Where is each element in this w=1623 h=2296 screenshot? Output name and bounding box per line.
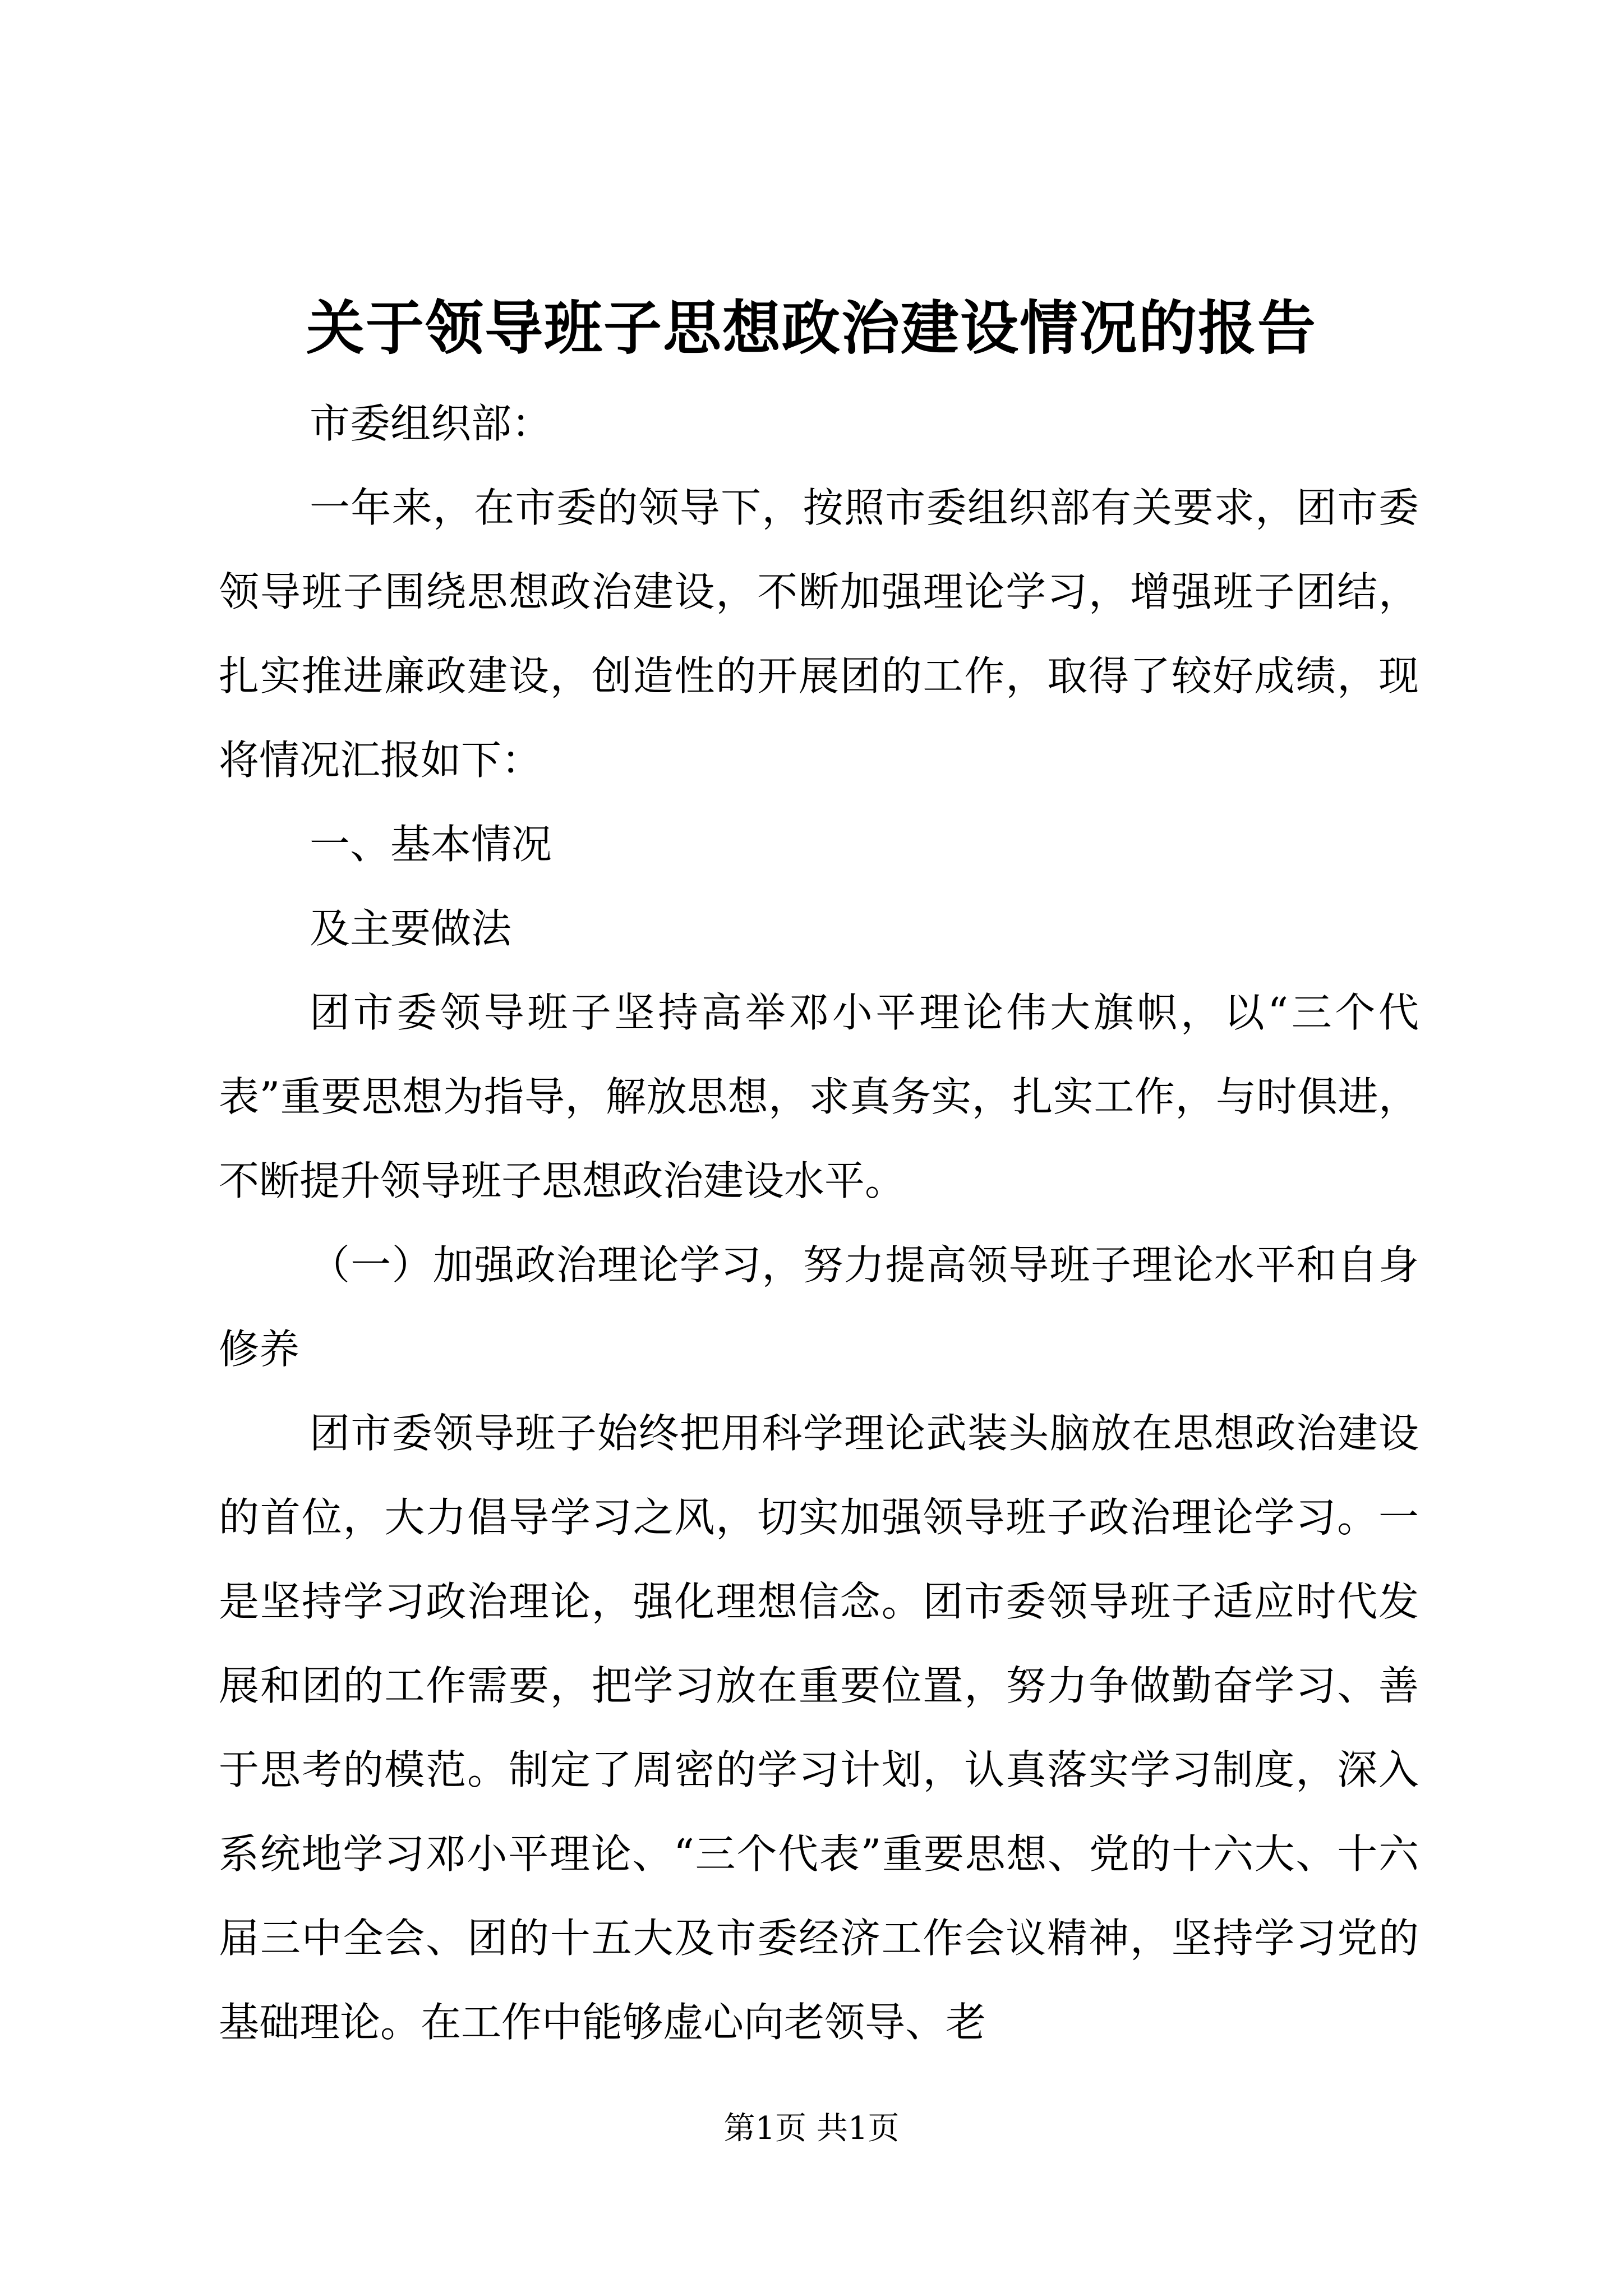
document-title: 关于领导班子思想政治建设情况的报告 bbox=[306, 293, 1317, 362]
subsection-heading-1: （一）加强政治理论学习，努力提高领导班子理论水平和自身修养 bbox=[219, 1241, 1419, 1373]
salutation: 市委组织部： bbox=[310, 400, 552, 447]
paragraph-intro: 一年来，在市委的领导下，按照市委组织部有关要求，团市委领导班子围绕思想政治建设，不断加强理论学习，增强班子团结，扎实推进廉政建设，创造性的开展团的工作，取得了较好成绩，现将情况汇报如下： bbox=[219, 484, 1419, 784]
document-body bbox=[219, 381, 1419, 2064]
page-footer: 第1页 共1页 bbox=[723, 2110, 900, 2147]
paragraph-overview: 团市委领导班子坚持高举邓小平理论伟大旗帜，以“三个代表”重要思想为指导，解放思想，求真务实，扎实工作，与时俱进，不断提升领导班子思想政治建设水平。 bbox=[219, 989, 1419, 1204]
section-heading-1: 一、基本情况 bbox=[310, 821, 552, 868]
paragraph-study: 团市委领导班子始终把用科学理论武装头脑放在思想政治建设的首位，大力倡导学习之风，切实加强领导班子政治理论学习。一是坚持学习政治理论，强化理想信念。团市委领导班子适应时代发展和团的工作需要，把学习放在重要位置，努力争做勤奋学习、善于思考的模范。制定了周密的学习计划，认真落实学习制度，深入系统地学习邓小平理论、“三个代表”重要思想、党的十六大、十六届三中全会、团的十五大及市委经济工作会议精神，坚持学习党的基础理论。在工作中能够虚心向老领导、老 bbox=[219, 1410, 1419, 2046]
section-heading-1-cont: 及主要做法 bbox=[310, 905, 512, 952]
